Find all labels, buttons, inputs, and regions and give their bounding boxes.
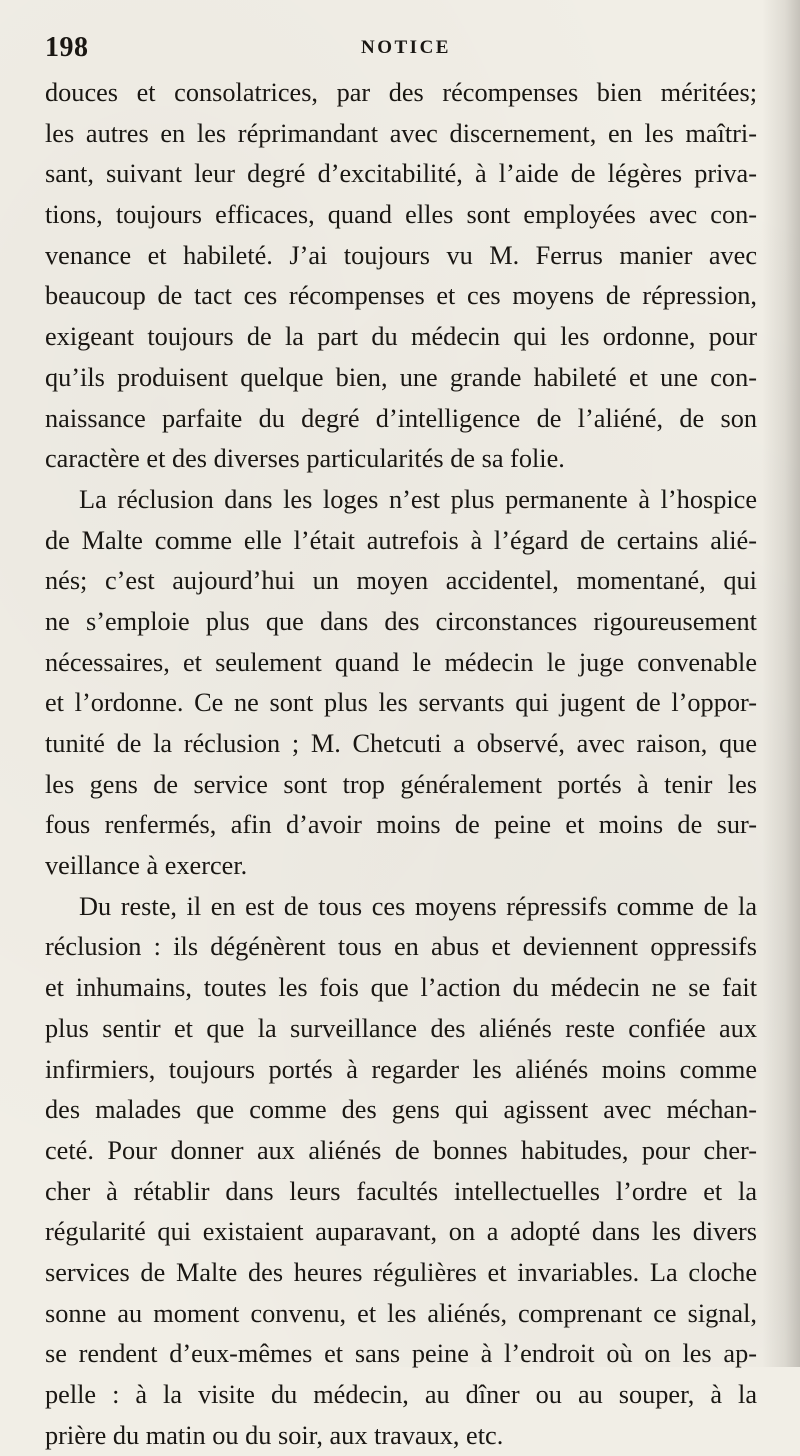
- text-line: exigeant toujours de la part du médecin qui les ordonne, pour: [45, 322, 757, 352]
- text-line: de Malte comme elle l’était autrefois à l’égard de certains alié-: [45, 525, 757, 555]
- text-line: naissance parfaite du degré d’intelligence de l’aliéné, de son: [45, 403, 757, 433]
- text-line: veillance à exercer.: [45, 851, 248, 881]
- text-line: La réclusion dans les loges n’est plus permanente à l’hospice: [79, 484, 757, 514]
- page-number: 198: [45, 32, 89, 63]
- body-text: [45, 73, 757, 1456]
- text-line: nés; c’est aujourd’hui un moyen accidentel, momentané, qui: [45, 566, 757, 596]
- text-line: venance et habileté. J’ai toujours vu M. Ferrus manier avec: [45, 240, 757, 270]
- text-line: les gens de service sont trop généralement portés à tenir les: [45, 769, 757, 799]
- gutter-shadow: [762, 0, 800, 1367]
- text-line: sant, suivant leur degré d’excitabilité, à l’aide de légères priva-: [45, 159, 757, 189]
- text-line: pelle : à la visite du médecin, au dîner ou au souper, à la: [45, 1380, 757, 1409]
- text-line: se rendent d’eux-mêmes et sans peine à l’endroit où on les ap-: [45, 1339, 757, 1369]
- running-title: NOTICE: [361, 37, 451, 58]
- text-line: prière du matin ou du soir, aux travaux, etc.: [45, 1420, 504, 1450]
- text-line: ne s’emploie plus que dans des circonstances rigoureusement: [45, 606, 757, 636]
- text-line: régularité qui existaient auparavant, on a adopté dans les divers: [45, 1217, 757, 1247]
- text-line: Du reste, il en est de tous ces moyens répressifs comme de la: [79, 891, 757, 921]
- text-line: nécessaires, et seulement quand le médecin le juge convenable: [45, 647, 757, 677]
- text-line: beaucoup de tact ces récompenses et ces moyens de répression,: [45, 281, 757, 311]
- text-line: sonne au moment convenu, et les aliénés, comprenant ce signal,: [45, 1298, 757, 1328]
- text-line: plus sentir et que la surveillance des aliénés reste confiée aux: [45, 1013, 757, 1043]
- text-line: infirmiers, toujours portés à regarder les aliénés moins comme: [45, 1054, 757, 1084]
- text-line: douces et consolatrices, par des récompenses bien méritées;: [45, 78, 757, 107]
- text-line: des malades que comme des gens qui agissent avec méchan-: [45, 1095, 757, 1125]
- text-line: et l’ordonne. Ce ne sont plus les servants qui jugent de l’oppor-: [45, 688, 757, 718]
- text-line: tions, toujours efficaces, quand elles sont employées avec con-: [45, 200, 757, 230]
- text-line: fous renfermés, afin d’avoir moins de peine et moins de sur-: [45, 810, 757, 840]
- text-line: tunité de la réclusion ; M. Chetcuti a observé, avec raison, que: [45, 729, 757, 758]
- text-line: les autres en les réprimandant avec discernement, en les maîtri-: [45, 118, 757, 148]
- text-line: services de Malte des heures régulières et invariables. La cloche: [45, 1257, 757, 1287]
- text-line: caractère et des diverses particularités de sa folie.: [45, 444, 565, 474]
- text-line: cher à rétablir dans leurs facultés intellectuelles l’ordre et la: [45, 1176, 757, 1206]
- text-line: qu’ils produisent quelque bien, une grande habileté et une con-: [45, 362, 757, 392]
- running-head: [45, 30, 757, 66]
- text-line: ceté. Pour donner aux aliénés de bonnes habitudes, pour cher-: [45, 1135, 757, 1165]
- text-line: et inhumains, toutes les fois que l’action du médecin ne se fait: [45, 973, 757, 1003]
- text-line: réclusion : ils dégénèrent tous en abus et deviennent oppressifs: [45, 932, 757, 962]
